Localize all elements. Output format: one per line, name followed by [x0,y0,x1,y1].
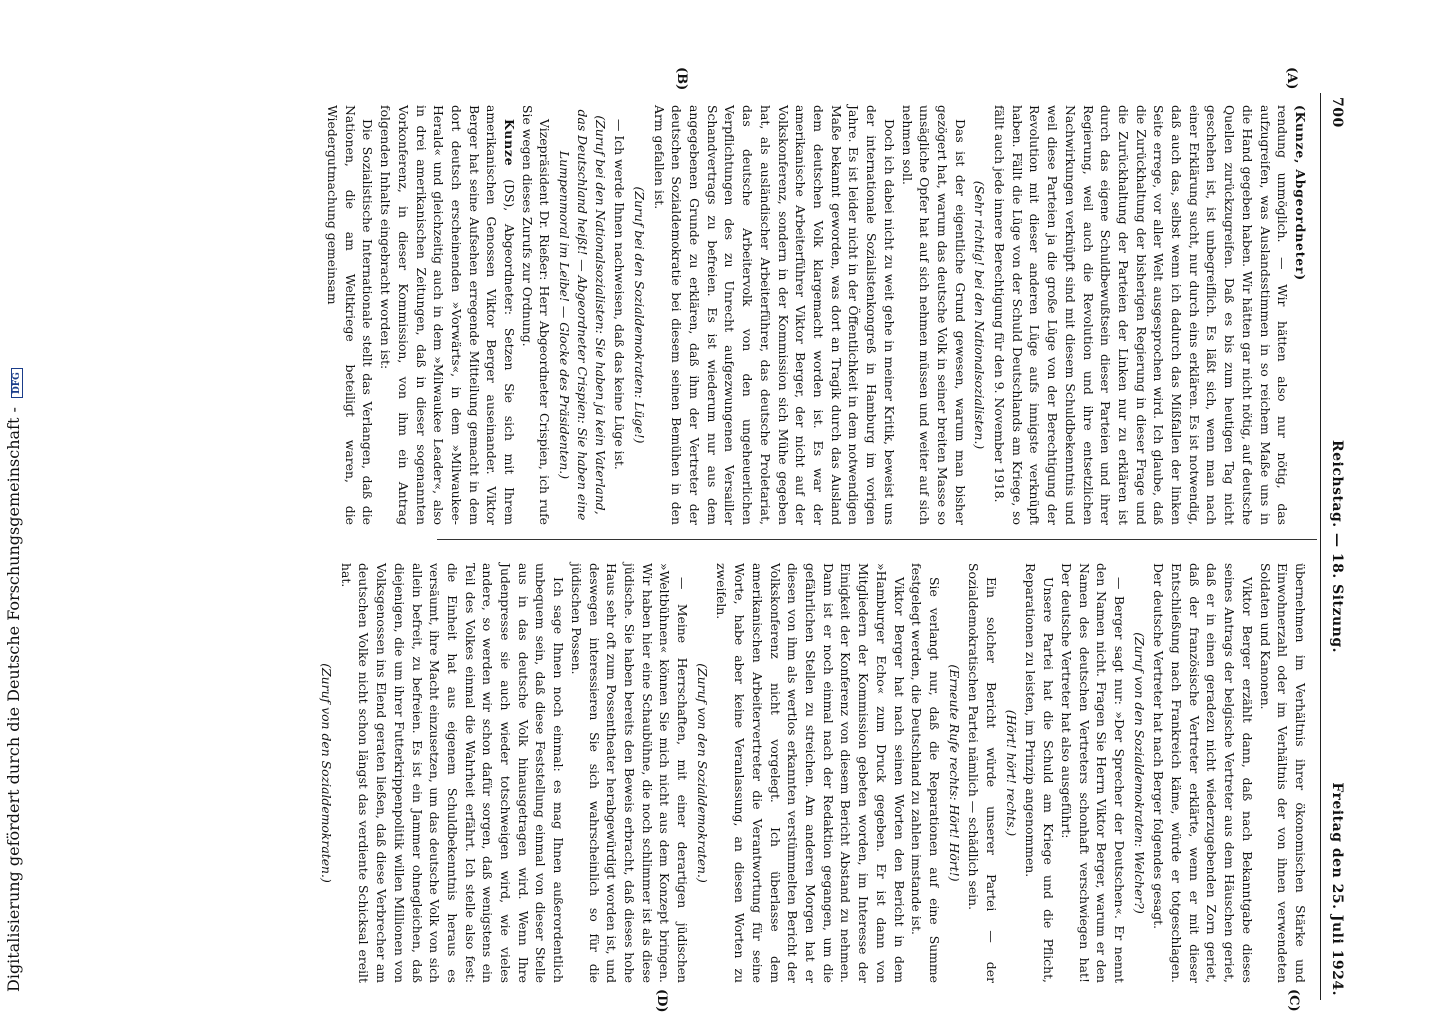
margin-marker-a: (A) [1284,67,1299,90]
paragraph: Viktor Berger erzählt dann, daß nach Bekanntgabe dieses seines Antrags der belgische Vertreter aus dem Häuschen geriet, daß er in einen geradezu nicht wiederzugebenden Zorn geriet, daß der französische Vertreter erklärte, wenn er mit dieser Entschließung nach Frankreich käme, würde er totgeschlagen. Der deutsche Vertreter hat nach Berger folgendes gesagt. [1151,563,1255,983]
paragraph: — Meine Herrschaften, mit einer derartigen jüdischen »Weltbühnen« können Sie mich nicht aus dem Konzept bringen. Wir haben hier eine Schaubühne, die noch schlimmer ist als diese jüdische. Sie haben bereits den Beweis erbracht, daß dieses hohe Haus sehr oft zum Possentheater herabgewürdigt worden ist, und deswegen interessieren Sie sich wahrscheinlich so für die jüdischen Possen. [568,563,691,983]
paragraph: — Ich werde Ihnen nachweisen, daß das keine Lüge ist. [612,119,628,470]
interjection: (Zuruf von den Sozialdemokraten.) [694,663,710,883]
digitization-footer [4,368,23,992]
paragraph: Ich sage Ihnen noch einmal: es mag Ihnen außerordentlich unbequem sein, daß diese Feststellung einmal von dieser Stelle aus in das deutsche Volk hinausgetragen wird. Wenn Ihre Judenpresse sie auch wieder totschweigen wird, wie vieles andere, so werden wir schon dafür sorgen, daß wenigstens ein Teil des Volkes einmal die Wahrheit erfährt. Ich stelle also fest: die Einheit hat aus eigenem Schuldbekenntnis heraus es versäumt, ihre Macht einzusetzen, um das deutsche Volk von sich allein befreit, zu befreien. Es ist ein Jammer ohnegleichen, daß diejenigen, die um ihrer Futterkrippenpolitik willen Millionen von Volksgenossen ins Elend geraten ließen, daß diese Verbrecher am deutschen Volke nicht schon längst das verdiente Schicksal ereilt hat. [338,563,567,983]
paragraph: Doch ich dabei nicht zu weit gehe in meiner Kritik, beweist uns der internationale Sozialistenkongreß in Hamburg im vorigen Jahre. Es ist leider nicht in der Öffentlichkeit in dem notwendigen Maße bekannt geworden, was dort an Tragik durch das Ausland dem deutschen Volk klargemacht worden ist. Es war der amerikanische Arbeiterführer Viktor Berger, der nicht auf der Volkskonferenz, sondern in der Kommission sich Mühe gegeben hat, als ausländischer Arbeiterführer, das deutsche Proletariat, das deutsche Arbeitervolk von den ungeheuerlichen Verpflichtungen des zu Unrecht aufgezwungenen Versailler Schandvertrags zu befreien. Es ist wiederum nur aus dem angegebenen Grunde zu erklären, daß ihm der Vertreter der deutschen Sozialdemokratie bei diesem seinen Bemühen in den Arm gefallen ist. [651,105,897,525]
paragraph: Das ist der eigentliche Grund gewesen, warum man bisher gezögert hat, warum das deutsche Volk in seiner breiten Masse so unsägliche Opfer hat auf sich nehmen müssen und weiter auf sich nehmen soll. [899,105,968,525]
interjection: (Sehr richtig! bei den Nationalsozialisten.) [972,180,988,450]
session-date: Freitag den 25. Juli 1924. [1329,782,1345,996]
paragraph: Vizepräsident Dr. Rießer: Herr Abgeordneter Crispien, ich rufe Sie wegen dieses Zurufs zur Ordnung. [519,105,553,525]
paragraph: Die Sozialistische Internationale stellt das Verlangen, daß die Nationen, die am Weltkriege beteiligt waren, die Wiedergutmachung gemeinsam [325,105,376,525]
paragraph: Unsere Partei hat die Schuld am Kriege und die Pflicht, Reparationen zu leisten, im Prinzip angenommen. [1023,563,1057,983]
paragraph [376,105,518,525]
margin-marker-d: (D) [654,989,669,1013]
speaker-heading [1291,105,1309,525]
header-rule [1320,93,1321,1000]
page-header [1323,93,1349,1000]
paragraph: übernehmen im Verhältnis ihrer ökonomischen Stärke und Einwohnerzahl oder im Verhältnis der von ihnen verwendeten Soldaten und Kanonen. [1257,563,1308,983]
paragraph-text: (DS), Abgeordneter: Setzen Sie sich mit Ihrem amerikanischen Genossen Viktor Berger auseinander. Viktor Berger hat seine Aufsehen erregende Mitteilung gemacht in dem dort deutsch erscheinenden »Vorwärts«, in dem »Milwaukee-Herald« und gleichzeitig auch in dem »Milwaukee Leader«, also in drei amerikanischen Zeitungen, daß in dieser sogenannten Vorkonferenz, in dieser Kommission, von ihm ein Antrag folgenden Inhalts eingebracht worden ist: [378,105,518,525]
interjection: (Zuruf von den Sozialdemokraten: Welcher?) [1131,632,1147,914]
paragraph: Ein solcher Bericht würde unserer Partei — der Sozialdemokratischen Partei nämlich — schädlich sein. [966,563,1000,983]
interjection: (Zuruf von den Sozialdemokraten.) [319,663,335,883]
interjection: (Hört! hört! rechts.) [1003,709,1019,837]
interjection: (Zuruf bei den Sozialdemokraten: Lüge!) [631,186,647,444]
paragraph: rendung unmöglich. — Wir hätten also nur nötig, das aufzugreifen, was Auslandsstimmen in so reichem Maße uns in die Hand gegeben haben. Wir hätten gar nicht nötig, auf deutsche Quellen zurückzugreifen. Daß es bis zum heutigen Tag nicht geschehen ist, ist unbegreiflich. Es läßt sich, wenn man nach einer Erklärung sucht, nur durch eins erklären. Es ist notwendig, daß auch das, selbst wenn ich dadurch das Mißfallen der linken Seite errege, vor aller Welt ausgesprochen wird. Ich glaube, daß die Zurückhaltung der bisherigen Regierung in dieser Frage und die Zurückhaltung der Parteien der Linken nur zu erklären ist durch das eigene Schuldbewußtsein dieser Parteien und ihrer Regierung, weil auch die Revolution und ihre entsetzlichen Nachwirkungen verknüpft sind mit diesem Schuldbekenntnis und weil diese Parteien ja die große Lüge von der Berechtigung der Revolution mit dieser anderen Lüge aufs innigste verknüpft haben. Fällt die Lüge von der Schuld Deutschlands am Kriege, so fällt auch jede innere Berechtigung für den 9. November 1918. [992,105,1291,525]
running-head: Reichstag. — 18. Sitzung. [1329,440,1345,653]
paragraph: — Berger sagt nur: »Der Sprecher der Deutschen«. Er nennt den Namen nicht. Fragen Sie Herrn Viktor Berger, warum er den Namen des deutschen Vertreters schonhaft verschwiegen hat! Der deutsche Vertreter hat also ausgeführt: [1058,563,1127,983]
margin-marker-c: (C) [1286,989,1301,1012]
interjection: (Erneute Rufe rechts: Hört! Hört!) [946,664,962,882]
speaker-name: Kunze [502,119,518,167]
paragraph: Viktor Berger hat nach seinen Worten den Bericht in dem »Hamburger Echo« zum Druck gegeben. Er ist dann von Mitgliedern der Kommission gebeten worden, im Interesse der Einigkeit der Konferenz von diesem Bericht Abstand zu nehmen. Dann ist er noch einmal nach der Redaktion gegangen, um die gefährlichen Stellen zu streichen. Am anderen Morgen hat er diesen von ihm als wertlos erkannten verstümmelten Bericht der Volkskonferenz nicht vorgelegt. Ich überlasse dem amerikanischen Arbeitervertreter die Verantwortung für seine Worte, habe aber keine Veranlassung, an diesen Worten zu zweifeln. [714,563,907,983]
digitization-credit: Digitalisierung gefördert durch die Deutsche Forschungsgemeinschaft - [4,407,23,992]
interjection: (Zuruf bei den Nationalsozialisten: Sie haben ja kein Vaterland, das Deutschland heißt! — Abgeordneter Crispien: Sie haben eine Lumpenmoral im Leibe! — Glocke des Präsidenten.) [557,109,608,521]
speaker-heading-text: (Kunze, Abgeordneter) [1293,105,1308,281]
column-divider [437,539,1317,540]
right-column [315,563,1309,983]
document-sheet [99,67,1349,1013]
page-number: 700 [1329,97,1345,128]
paragraph: Sie verlangt nur, daß die Reparationen auf eine Summe festgelegt werden, die Deutschland zu zahlen imstande ist. [909,563,942,983]
dfg-logo: DFG [11,368,23,398]
margin-marker-b: (B) [674,67,689,91]
left-column [323,105,1309,525]
